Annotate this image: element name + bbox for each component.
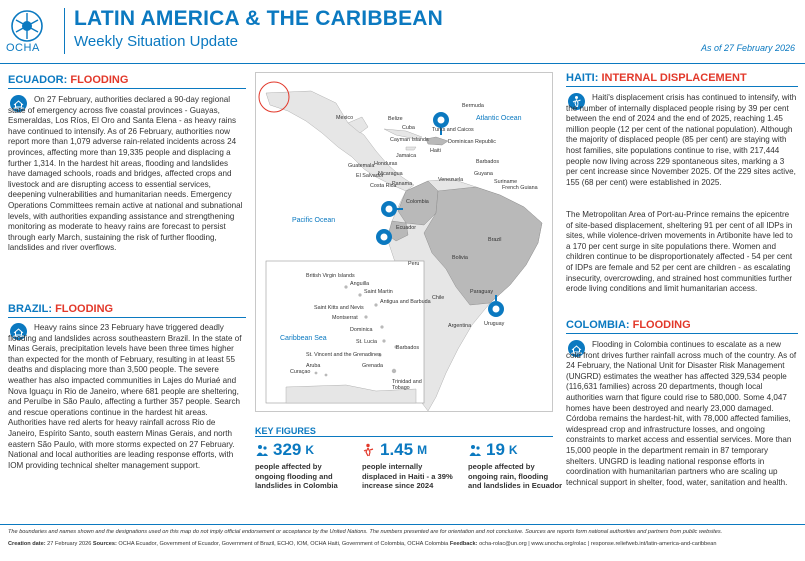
map-label-chile: Chile bbox=[432, 295, 445, 301]
inset-label-antigua: Antigua and Barbuda bbox=[380, 299, 431, 305]
ecuador-country: ECUADOR: bbox=[8, 74, 68, 86]
displacement-icon bbox=[362, 443, 376, 457]
map-label-haiti: Haiti bbox=[430, 148, 441, 154]
inset-label-montserrat: Montserrat bbox=[332, 315, 358, 321]
people-icon bbox=[468, 443, 482, 457]
map-label-barbados: Barbados bbox=[476, 159, 500, 165]
map-label-uruguay: Uruguay bbox=[484, 321, 505, 327]
map-label-jamaica: Jamaica bbox=[396, 153, 417, 159]
footer-disclaimer: The boundaries and names shown and the designations used on this map do not imply official endorsement or acceptance by the United Nations. The numbers presented are for orientation and not conclusive. Sources are reports form national authorities and partners from public websites. bbox=[8, 529, 723, 535]
map-label-venezuela: Venezuela bbox=[438, 177, 464, 183]
map-label-costa-rica: Costa Rica bbox=[370, 183, 397, 189]
map-label-el-salvador: El Salvador bbox=[356, 173, 384, 179]
brazil-text: Heavy rains since 23 February have triggered deadly flooding and landslides across southeastern Brazil. In the state of Minas Gerais, precipitation levels have been three times higher than expected for the month of February, resulting in at least 55 deaths and displacing more than 3,500 people. The severe weather has also impacted communities in Lajes do Muriaé and Nova Iguaçu in Rio de Janeiro, where 681 people are sheltering, and Peruíbe in São Paulo, affecting a further 357 people. Search and rescue operations continue in the hardest hit areas. Authorities have red alerts for heavy rainfall across Rio de Janeiro, Espírito Santo, south eastern Minas Gerais, and north eastern São Paulo, with more storms expected on 27 February. National and local authorities are leading response efforts, with IOM providing technical shelter management support. bbox=[8, 323, 242, 470]
footer-sources-label: Sources: bbox=[92, 541, 117, 547]
inset-label-dominica: Dominica bbox=[350, 327, 373, 333]
people-icon bbox=[255, 443, 269, 457]
key-figure-desc: people affected by ongoing rain, flooding and landslides in Ecuador bbox=[468, 462, 563, 490]
haiti-text-1: Haiti's displacement crisis has continued to intensify, with the number of internally displaced people rising by 39 per cent between the end of 2024 and the end of 2025, reaching 1.45 million people (12 per cent of the national population). Although the majority of displaced people (85 per cent) are staying with host families, site populations continue to rise, with 217,444 people now living across 229 spontaneous sites, marking a 3 per cent increase since November 2025. Of the 229 sites active, 155 (68 per cent) were established in 2025. bbox=[566, 93, 797, 187]
ecuador-marker[interactable] bbox=[376, 229, 392, 245]
brazil-country: BRAZIL: bbox=[8, 303, 52, 315]
ecuador-rule bbox=[8, 88, 246, 89]
atlantic-label: Atlantic Ocean bbox=[476, 115, 522, 122]
map-label-paraguay: Paraguay bbox=[470, 289, 494, 295]
key-figure-value: 329 bbox=[273, 440, 302, 459]
inset-label-saint-martin: Saint Martin bbox=[364, 289, 393, 295]
page-title: LATIN AMERICA & THE CARIBBEAN bbox=[74, 7, 444, 30]
ecuador-text: On 27 February, authorities declared a 90-day regional state of emergency across five coastal provinces - Guayas, Esmeraldas, Los Ríos, El Oro and Santa Elena - as heavy rains have continued to intensify. As of 26 February, authorities now report more than 1,079 adverse rain-related incidents across 24 provinces, affecting more than 19,335 people and displacing a further 1,314. In the hardest hit areas, flooding and landslides have damaged schools, roads and bridges, affected crops and livestock and are disrupting access to essential services, deepening vulnerabilities and humanitarian needs. Emergency Operations Committees remain active at national and subnational levels, with authorities expanding assistance and strengthening monitoring as moderate to heavy rains are forecast to persist through early March, sustaining the risk of further flooding, landslides and river overflows. bbox=[8, 95, 243, 253]
inset-label-grenada: Grenada bbox=[362, 363, 383, 369]
footer-feedback-label: Feedback: bbox=[449, 541, 478, 547]
map-label-brazil: Brazil bbox=[488, 237, 502, 243]
map-label-bolivia: Bolivia bbox=[452, 255, 468, 261]
footer-feedback-link[interactable]: ocha-rolac@un.org | www.unocha.org/rolac | response.reliefweb.int/latin-america-and-caribbean bbox=[479, 541, 717, 547]
key-figures-heading: KEY FIGURES bbox=[255, 426, 316, 436]
colombia-text: Flooding in Colombia continues to escalate as a new cold front drives further rainfall across much of the country. As of 24 February, the National Unit for Disaster Risk Management (UNGRD) estimates the weather has affected 329,534 people (116,631 families) across 20 departments, though local authorities warn that figure could rise to 580,000. Some 4,047 homes have been destroyed and nearly 23,000 damaged. Córdoba remains the hardest-hit, with 78,000 affected families, widespread crop and infrastructure losses, and ongoing constraints to market access and essential services. More than 15,000 people in the department remain in 87 temporary shelters. UNGRD is leading national response efforts in coordination with humanitarian partners who are scaling up technical support in shelter, food, water, sanitation and health. bbox=[566, 340, 797, 487]
map-label-colombia: Colombia bbox=[406, 199, 429, 205]
inset-label-st-kitts: Saint Kitts and Nevis bbox=[314, 305, 364, 311]
map-label-nicaragua: Nicaragua bbox=[378, 171, 403, 177]
map-label-dominican: Dominican Republic bbox=[448, 139, 496, 145]
inset-label-st-vincent: St. Vincent and the Grenadines bbox=[306, 352, 381, 358]
colombia-rule bbox=[566, 333, 798, 334]
inset-label-trinidad: Trinidad and Tobago bbox=[392, 379, 422, 391]
key-figures-rule bbox=[255, 436, 553, 437]
footer-credits bbox=[8, 541, 717, 547]
report-date: As of 27 February 2026 bbox=[700, 43, 795, 53]
haiti-rule bbox=[566, 86, 798, 87]
key-figure-unit: M bbox=[417, 443, 428, 457]
map-label-cayman: Cayman Islands bbox=[390, 137, 429, 143]
inset-label-barbados: Barbados bbox=[396, 345, 420, 351]
colombia-heading bbox=[566, 319, 691, 331]
inset-label-curacao: Curaçao bbox=[290, 369, 311, 375]
caribbean-label: Caribbean Sea bbox=[280, 335, 327, 342]
map-label-cuba: Cuba bbox=[402, 125, 415, 131]
brazil-topic: FLOODING bbox=[55, 303, 114, 315]
page-header bbox=[0, 0, 805, 64]
key-figure-value: 1.45 bbox=[380, 440, 414, 459]
map-label-mexico: Mexico bbox=[336, 115, 354, 121]
map-label-peru: Peru bbox=[408, 261, 420, 267]
inset-label-st-lucia: St. Lucia bbox=[356, 339, 377, 345]
brazil-rule bbox=[8, 317, 246, 318]
map-label-french-guiana: French Guiana bbox=[502, 185, 538, 191]
map-label-ecuador: Ecuador bbox=[396, 225, 417, 231]
map-label-argentina: Argentina bbox=[448, 323, 472, 329]
key-figure-unit: K bbox=[508, 443, 518, 457]
colombia-topic: FLOODING bbox=[632, 319, 691, 331]
haiti-text-2: The Metropolitan Area of Port-au-Prince remains the epicentre of site-based displacement, sheltering 91 per cent of all IDPs in sites, while violence-driven movements in Artibonite have led to a 170 per cent surge in site populations there. Women and children continue to be disproportionately affected - 54 per cent of IDPs are female and 52 per cent are children - as escalating insecurity, overcrowding, and strained host communities further erode living conditions and limit humanitarian access. bbox=[566, 210, 793, 294]
ocha-logo-text: OCHA bbox=[6, 42, 40, 54]
page-subtitle: Weekly Situation Update bbox=[74, 33, 238, 50]
map-label-belize: Belize bbox=[388, 116, 403, 122]
footer-rule bbox=[0, 524, 805, 525]
inset-label-aruba: Aruba bbox=[306, 363, 321, 369]
key-figure-desc: people internally displaced in Haiti - a 39% increase since 2024 bbox=[362, 462, 453, 490]
key-figure-haiti bbox=[362, 440, 457, 491]
haiti-topic: INTERNAL DISPLACEMENT bbox=[601, 72, 747, 84]
map-label-guatemala: Guatemala bbox=[348, 163, 375, 169]
map-label-honduras: Honduras bbox=[374, 161, 398, 167]
map-label-suriname: Suriname bbox=[494, 179, 518, 185]
key-figure-ecuador bbox=[468, 440, 563, 491]
inset-label-bvi: British Virgin Islands bbox=[306, 273, 355, 279]
ecuador-heading bbox=[8, 74, 128, 86]
map-label-bermuda: Bermuda bbox=[462, 103, 484, 109]
ecuador-topic: FLOODING bbox=[70, 74, 129, 86]
regional-map bbox=[255, 72, 553, 412]
colombia-country: COLOMBIA: bbox=[566, 319, 630, 331]
inset-label-anguilla: Anguilla bbox=[350, 281, 370, 287]
key-figure-unit: K bbox=[305, 443, 315, 457]
map-label-panama: Panama bbox=[392, 181, 413, 187]
key-figure-value: 19 bbox=[486, 440, 505, 459]
key-figure-colombia bbox=[255, 440, 350, 491]
pacific-label: Pacific Ocean bbox=[292, 217, 336, 224]
key-figure-desc: people affected by ongoing flooding and landslides in Colombia bbox=[255, 462, 338, 490]
haiti-country: HAITI: bbox=[566, 72, 599, 84]
map-label-guyana: Guyana bbox=[474, 171, 493, 177]
footer-sources: OCHA Ecuador, Government of Ecuador, Government of Brazil, ECHO, IOM, OCHA Haiti, Government of Colombia, OCHA Colombia bbox=[118, 541, 449, 547]
footer-creation-label: Creation date: bbox=[8, 541, 46, 547]
haiti-heading bbox=[566, 72, 747, 84]
header-divider bbox=[64, 8, 65, 54]
header-rule bbox=[0, 63, 805, 64]
brazil-heading bbox=[8, 303, 113, 315]
footer-creation-date: 27 February 2026 bbox=[47, 541, 92, 547]
map-label-turks: Turks and Caicos bbox=[432, 127, 474, 133]
